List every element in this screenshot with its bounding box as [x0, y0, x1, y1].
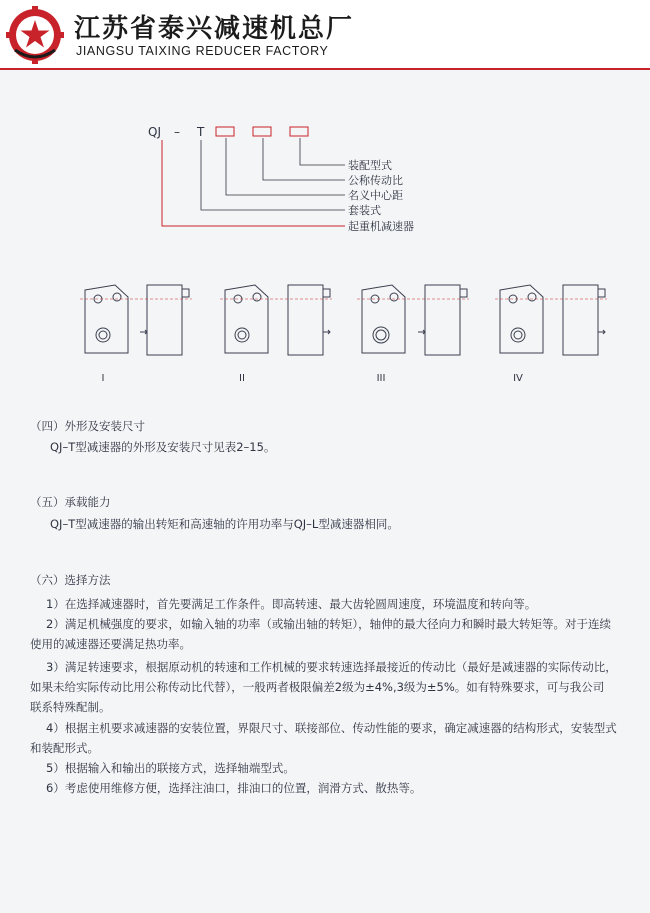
page-header — [0, 0, 650, 68]
code-prefix: QJ — [148, 125, 161, 139]
company-name-cn: 江苏省泰兴减速机总厂 — [74, 14, 355, 44]
selection-line-5: 如果未给实际传动比用公称传动比代替），一般两者极限偏差2级为±4%,3级为±5%。如有特殊要求，可与我公司 — [30, 680, 605, 694]
selection-line-2: 2）满足机械强度的要求，如输入轴的功率（或输出轴的转矩），轴伸的最大径向力和瞬时最大转矩等。对于连续 — [46, 617, 612, 631]
section-selection-heading: （六）选择方法 — [30, 573, 111, 587]
code-label-3: 名义中心距 — [348, 189, 403, 202]
document-page — [0, 70, 650, 913]
code-box-2 — [253, 127, 271, 136]
gear-star-logo-icon — [6, 6, 64, 64]
selection-line-4: 3）满足转速要求，根据原动机的转速和工作机械的要求转速选择最接近的传动比（最好是减速器的实际传动比， — [46, 660, 617, 674]
section-dimensions-heading: （四）外形及安装尺寸 — [30, 419, 145, 433]
code-suffix-t: T — [197, 125, 205, 139]
section-capacity-heading: （五）承载能力 — [30, 495, 111, 509]
code-box-1 — [216, 127, 234, 136]
assembly-label-3: III — [376, 373, 386, 384]
code-label-4: 套装式 — [348, 204, 381, 217]
section-capacity-text: QJ–T型减速器的输出转矩和高速轴的许用功率与QJ–L型减速器相同。 — [50, 517, 399, 531]
selection-line-7: 4）根据主机要求减速器的安装位置，界限尺寸、联接部位、传动性能的要求，确定减速器的结构形式，安装型式 — [46, 721, 617, 735]
assembly-type-4-drawing — [500, 285, 605, 355]
assembly-label-1: I — [101, 373, 105, 384]
code-label-2: 公称传动比 — [348, 174, 403, 187]
assembly-label-4: IV — [513, 373, 523, 384]
selection-line-9: 5）根据输入和输出的联接方式，选择轴端型式。 — [46, 761, 295, 775]
assembly-type-2-drawing — [225, 285, 330, 355]
assembly-type-drawings — [70, 275, 610, 395]
model-code-diagram — [140, 120, 440, 240]
assembly-label-2: II — [239, 373, 245, 384]
code-box-3 — [290, 127, 308, 136]
code-dash: – — [174, 125, 180, 139]
selection-line-10: 6）考虑使用维修方便，选择注油口，排油口的位置，润滑方式、散热等。 — [46, 781, 422, 795]
company-name-en: JIANGSU TAIXING REDUCER FACTORY — [76, 44, 329, 58]
code-label-1: 装配型式 — [348, 159, 392, 172]
section-dimensions-text: QJ–T型减速器的外形及安装尺寸见表2–15。 — [50, 440, 276, 454]
selection-line-1: 1）在选择减速器时，首先要满足工作条件。即高转速、最大齿轮圆周速度，环境温度和转向等。 — [46, 597, 537, 611]
assembly-type-1-drawing — [85, 285, 189, 355]
code-label-5: 起重机减速器 — [348, 220, 414, 233]
selection-line-6: 联系特殊配制。 — [30, 700, 111, 714]
selection-line-8: 和装配形式。 — [30, 741, 99, 755]
selection-line-3: 使用的减速器还要满足热功率。 — [30, 637, 191, 651]
assembly-type-3-drawing — [362, 285, 467, 355]
